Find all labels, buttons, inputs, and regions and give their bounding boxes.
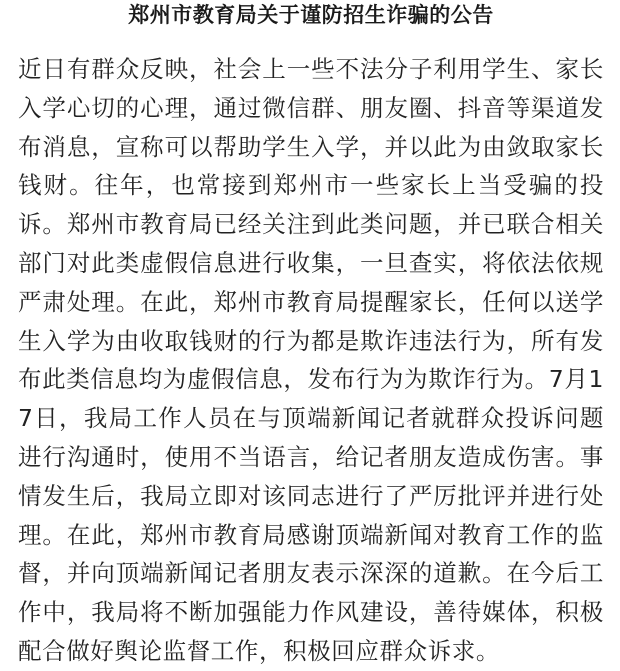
notice-title: 郑州市教育局关于谨防招生诈骗的公告 — [128, 3, 494, 27]
notice-body: 近日有群众反映，社会上一些不法分子利用学生、家长入学心切的心理，通过微信群、朋友圈、抖音等渠道发布消息，宣称可以帮助学生入学，并以此为由敛取家长钱财。往年，也常接到郑州市一些家长上当受骗的投诉。郑州市教育局已经关注到此类问题，并已联合相关部门对此类虚假信息进行收集，一旦查实，将依法依规严肃处理。在此，郑州市教育局提醒家长，任何以送学生入学为由收取钱财的行为都是欺诈违法行为，所有发布此类信息均为虚假信息，发布行为为欺诈行为。7月17日，我局工作人员在与顶端新闻记者就群众投诉问题进行沟通时，使用不当语言，给记者朋友造成伤害。事情发生后，我局立即对该同志进行了严厉批评并进行处理。在此，郑州市教育局感谢顶端新闻对教育工作的监督，并向顶端新闻记者朋友表示深深的道歉。在今后工作中，我局将不断加强能力作风建设，善待媒体，积极配合做好舆论监督工作，积极回应群众诉求。 — [18, 55, 604, 665]
